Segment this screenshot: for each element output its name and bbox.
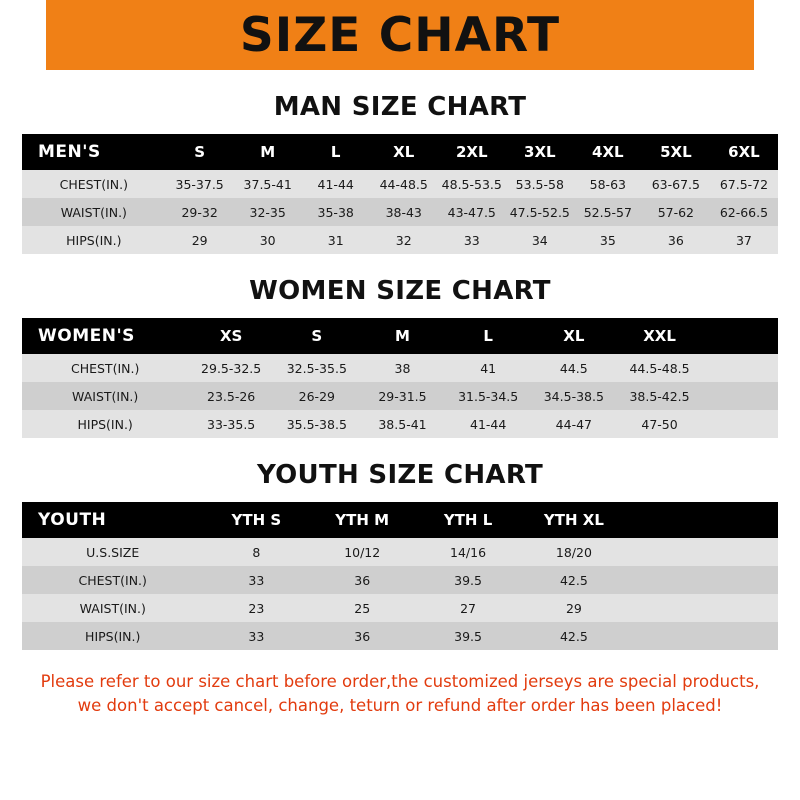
row-label: CHEST(IN.): [22, 354, 188, 382]
cell: 58-63: [574, 170, 642, 198]
row-label: WAIST(IN.): [22, 594, 203, 622]
table-header-row: [22, 134, 778, 170]
cell: 31.5-34.5: [445, 382, 531, 410]
cell: 41: [445, 354, 531, 382]
men-col-header: XL: [370, 134, 438, 170]
footer-line: Please refer to our size chart before order,the customized jerseys are special products,: [40, 672, 760, 691]
cell: 44-48.5: [370, 170, 438, 198]
cell: 57-62: [642, 198, 710, 226]
cell: 35: [574, 226, 642, 254]
cell: 42.5: [521, 566, 627, 594]
youth-col-header: YTH M: [309, 502, 415, 538]
cell: 62-66.5: [710, 198, 778, 226]
cell: 63-67.5: [642, 170, 710, 198]
row-label: WAIST(IN.): [22, 198, 166, 226]
cell: 38.5-41: [360, 410, 446, 438]
women-col-header: S: [274, 318, 360, 354]
cell: 32.5-35.5: [274, 354, 360, 382]
cell: 27: [415, 594, 521, 622]
men-size-table: [22, 134, 778, 254]
men-col-header: 4XL: [574, 134, 642, 170]
table-row: [22, 382, 778, 410]
cell: 14/16: [415, 538, 521, 566]
cell-spacer: [627, 594, 778, 622]
table-row: [22, 354, 778, 382]
cell: 47-50: [617, 410, 703, 438]
cell: 52.5-57: [574, 198, 642, 226]
cell: 44-47: [531, 410, 617, 438]
cell-spacer: [627, 538, 778, 566]
women-size-table: [22, 318, 778, 438]
cell: 10/12: [309, 538, 415, 566]
row-label: HIPS(IN.): [22, 622, 203, 650]
cell: 29: [521, 594, 627, 622]
table-header-row: [22, 318, 778, 354]
footer-note: [22, 670, 778, 718]
row-label: U.S.SIZE: [22, 538, 203, 566]
women-col-header: L: [445, 318, 531, 354]
cell: 33: [438, 226, 506, 254]
men-col-header: S: [166, 134, 234, 170]
table-row: [22, 594, 778, 622]
cell: 48.5-53.5: [438, 170, 506, 198]
men-section-title: MAN SIZE CHART: [273, 92, 527, 122]
footer-line: we don't accept cancel, change, teturn or refund after order has been placed!: [77, 695, 723, 715]
cell: 67.5-72: [710, 170, 778, 198]
cell: 23: [203, 594, 309, 622]
cell: 29: [166, 226, 234, 254]
cell-spacer: [702, 382, 778, 410]
cell-spacer: [702, 354, 778, 382]
cell: 41-44: [445, 410, 531, 438]
cell: 33-35.5: [188, 410, 274, 438]
women-section-title: WOMEN SIZE CHART: [249, 276, 551, 306]
youth-col-header: YTH L: [415, 502, 521, 538]
row-label: CHEST(IN.): [22, 170, 166, 198]
men-col-header: 3XL: [506, 134, 574, 170]
youth-section-title: YOUTH SIZE CHART: [256, 460, 544, 490]
cell: 35.5-38.5: [274, 410, 360, 438]
cell: 29.5-32.5: [188, 354, 274, 382]
cell: 33: [203, 566, 309, 594]
youth-col-header: YTH S: [203, 502, 309, 538]
women-col-header: XXL: [617, 318, 703, 354]
women-corner-label: WOMEN'S: [22, 318, 188, 354]
cell: 32: [370, 226, 438, 254]
cell: 41-44: [302, 170, 370, 198]
cell: 38-43: [370, 198, 438, 226]
cell: 43-47.5: [438, 198, 506, 226]
men-col-header: 6XL: [710, 134, 778, 170]
cell: 36: [309, 622, 415, 650]
row-label: WAIST(IN.): [22, 382, 188, 410]
cell: 53.5-58: [506, 170, 574, 198]
cell: 42.5: [521, 622, 627, 650]
cell: 34.5-38.5: [531, 382, 617, 410]
cell: 25: [309, 594, 415, 622]
cell-spacer: [627, 622, 778, 650]
youth-header-spacer: [627, 502, 778, 538]
cell: 32-35: [234, 198, 302, 226]
women-col-header: XS: [188, 318, 274, 354]
cell: 39.5: [415, 622, 521, 650]
table-row: [22, 622, 778, 650]
cell: 34: [506, 226, 574, 254]
cell: 30: [234, 226, 302, 254]
row-label: CHEST(IN.): [22, 566, 203, 594]
table-row: [22, 170, 778, 198]
cell: 29-32: [166, 198, 234, 226]
page-title: SIZE CHART: [239, 7, 561, 63]
cell: 31: [302, 226, 370, 254]
cell: 37.5-41: [234, 170, 302, 198]
cell: 29-31.5: [360, 382, 446, 410]
cell: 36: [642, 226, 710, 254]
cell-spacer: [627, 566, 778, 594]
table-row: [22, 566, 778, 594]
youth-col-header: YTH XL: [521, 502, 627, 538]
table-row: [22, 226, 778, 254]
men-col-header: M: [234, 134, 302, 170]
cell: 23.5-26: [188, 382, 274, 410]
women-col-header: XL: [531, 318, 617, 354]
cell: 35-37.5: [166, 170, 234, 198]
content-area: [0, 92, 800, 718]
table-row: [22, 410, 778, 438]
men-corner-label: MEN'S: [22, 134, 166, 170]
row-label: HIPS(IN.): [22, 226, 166, 254]
cell: 33: [203, 622, 309, 650]
cell: 44.5-48.5: [617, 354, 703, 382]
women-col-header: M: [360, 318, 446, 354]
table-header-row: [22, 502, 778, 538]
cell: 47.5-52.5: [506, 198, 574, 226]
cell: 35-38: [302, 198, 370, 226]
cell: 36: [309, 566, 415, 594]
table-row: [22, 538, 778, 566]
cell: 8: [203, 538, 309, 566]
cell-spacer: [702, 410, 778, 438]
men-col-header: 2XL: [438, 134, 506, 170]
men-col-header: 5XL: [642, 134, 710, 170]
youth-size-table: [22, 502, 778, 650]
cell: 26-29: [274, 382, 360, 410]
row-label: HIPS(IN.): [22, 410, 188, 438]
cell: 38: [360, 354, 446, 382]
cell: 44.5: [531, 354, 617, 382]
cell: 18/20: [521, 538, 627, 566]
table-row: [22, 198, 778, 226]
men-col-header: L: [302, 134, 370, 170]
cell: 37: [710, 226, 778, 254]
youth-corner-label: YOUTH: [22, 502, 203, 538]
women-header-spacer: [702, 318, 778, 354]
cell: 39.5: [415, 566, 521, 594]
header-band: [0, 0, 800, 70]
cell: 38.5-42.5: [617, 382, 703, 410]
